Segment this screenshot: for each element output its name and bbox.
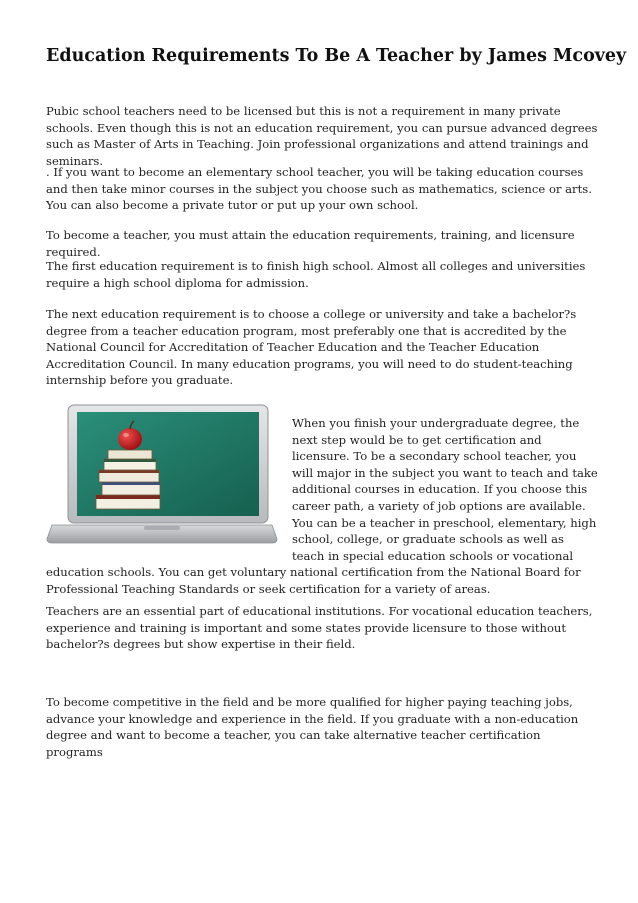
paragraph: Pubic school teachers need to be licensed but this is not a requirement in many private schools. Even though this is not an education requirement, you can pursue advanced degrees such as Master of Arts in Teaching. Join professional organizations and attend trainings and seminars.: [46, 104, 598, 168]
paragraph: . If you want to become an elementary school teacher, you will be taking education courses and then take minor courses in the subject you choose such as mathematics, science or arts. You can also become a private tutor or put up your own school.: [46, 165, 592, 213]
paragraph: Teachers are an essential part of educational institutions. For vocational education teachers, experience and training is important and some states provide licensure to those without bachelor?s degrees but show expertise in their field.: [46, 604, 593, 652]
laptop-books-apple-image: [46, 403, 278, 550]
paragraph: To become a teacher, you must attain the education requirements, training, and licensure required.: [46, 228, 575, 259]
paragraph: The first education requirement is to finish high school. Almost all colleges and universities require a high school diploma for admission.: [46, 259, 586, 290]
paragraph: When you finish your undergraduate degree, the next step would be to get certification and licensure. To be a secondary school teacher, you will major in the subject you want to teach and take additional courses in education. If you choose this career path, a variety of job options are available. You can be a teacher in preschool, elementary, high school, college, or graduate schools as well as teach in special education schools or vocational education schools. You can get voluntary national certification from the National Board for Professional Teaching Standards or seek certification for a variety of areas.: [46, 416, 598, 596]
paragraph: The next education requirement is to choose a college or university and take a bachelor?s degree from a teacher education program, most preferably one that is accredited by the National Council for Accreditation of Teacher Education and the Teacher Education Accreditation Council. In many education programs, you will need to do student-teaching internship before you graduate.: [46, 307, 577, 388]
page-title: Education Requirements To Be A Teacher by James Mcovey: [46, 46, 627, 66]
paragraph: To become competitive in the field and be more qualified for higher paying teaching jobs, advance your knowledge and experience in the field. If you graduate with a non-education degree and want to become a teacher, you can take alternative teacher certification programs: [46, 695, 579, 759]
figure-with-text: [46, 403, 598, 598]
